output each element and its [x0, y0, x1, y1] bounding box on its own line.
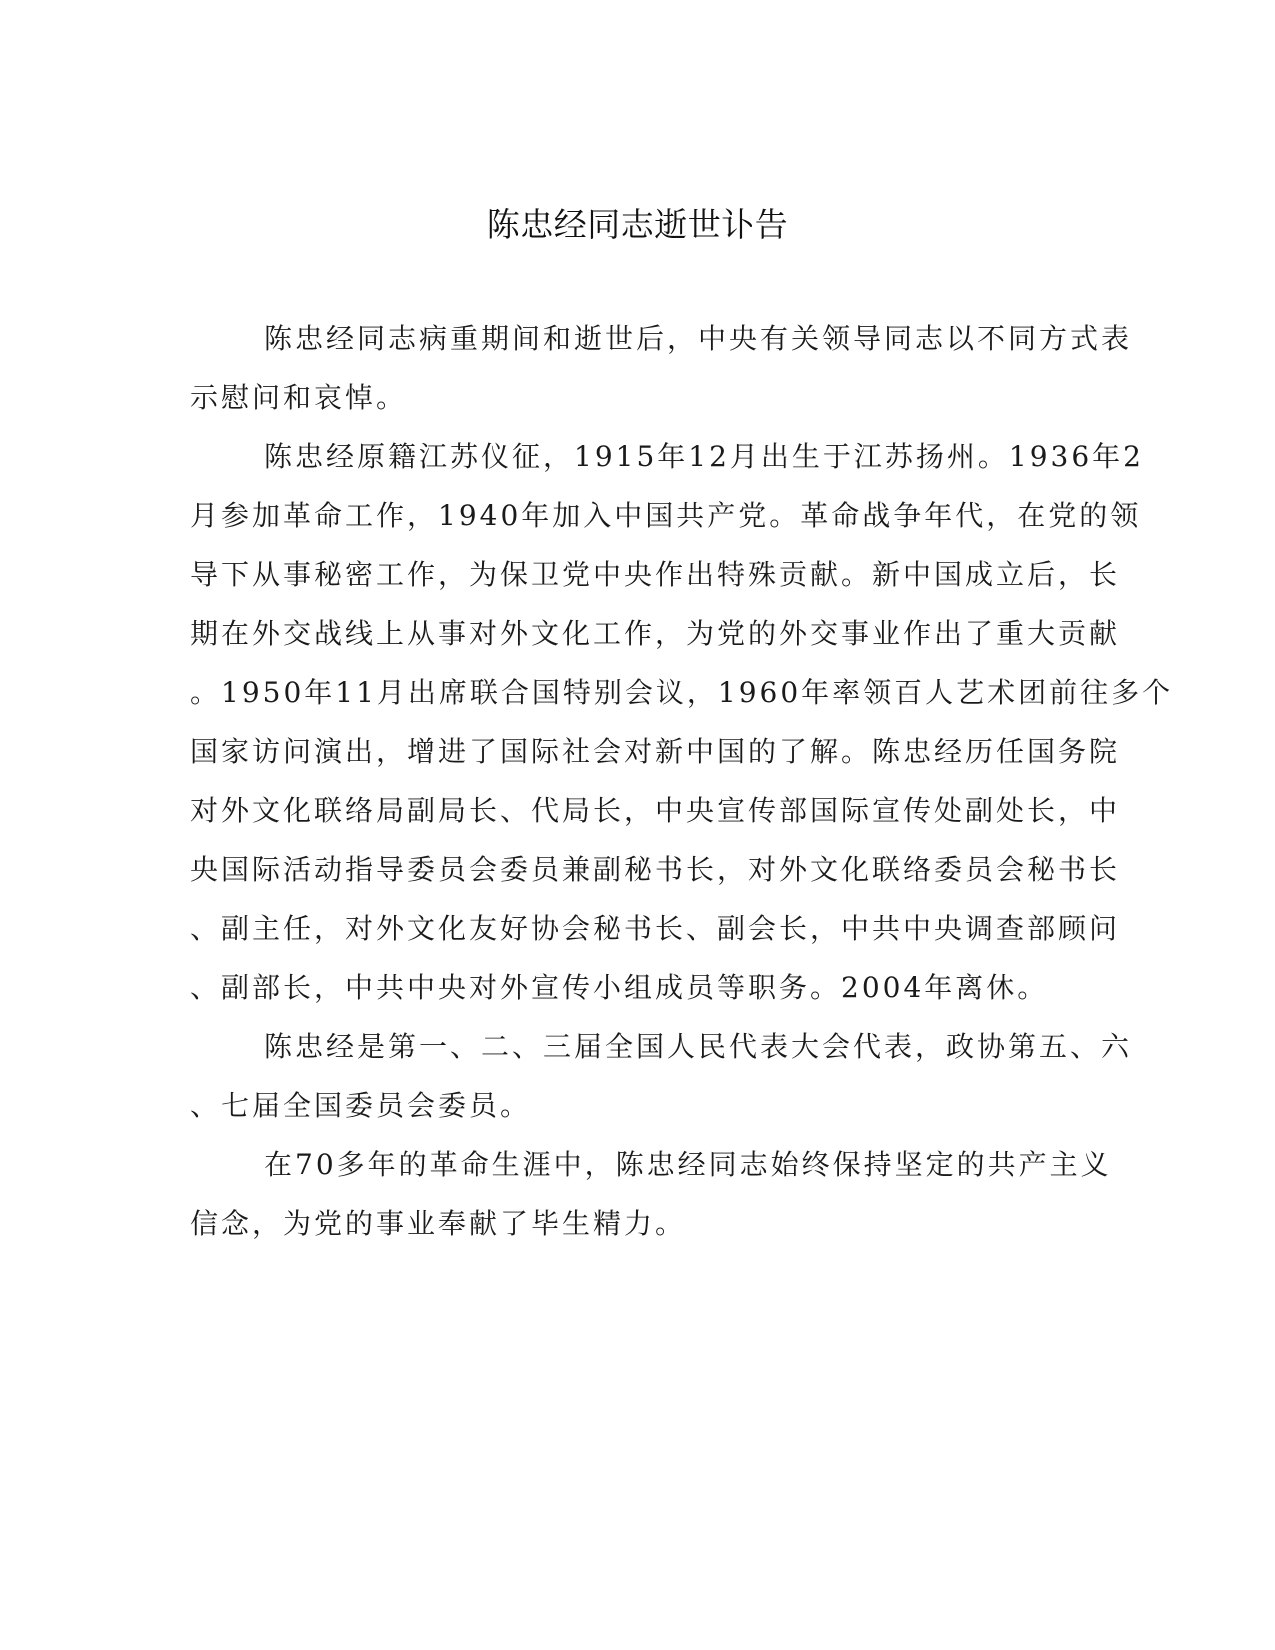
- paragraph-2-line-1: 陈忠经原籍江苏仪征，1915年12月出生于江苏扬州。1936年2: [264, 440, 1144, 473]
- paragraph-2-line-8: 央国际活动指导委员会委员兼副秘书长，对外文化联络委员会秘书长: [190, 853, 1121, 886]
- paragraph-3-line-1: 陈忠经是第一、二、三届全国人民代表大会代表，政协第五、六: [264, 1030, 1133, 1063]
- paragraph-2-line-7: 对外文化联络局副局长、代局长，中央宣传部国际宣传处副处长，中: [190, 794, 1121, 827]
- paragraph-1-line-1: 陈忠经同志病重期间和逝世后，中央有关领导同志以不同方式表: [264, 322, 1133, 355]
- paragraph-2-line-10: 、副部长，中共中央对外宣传小组成员等职务。2004年离休。: [190, 971, 1049, 1004]
- paragraph-4-line-2: 信念，为党的事业奉献了毕生精力。: [190, 1207, 687, 1240]
- paragraph-2-line-6: 国家访问演出，增进了国际社会对新中国的了解。陈忠经历任国务院: [190, 735, 1121, 768]
- paragraph-2-line-4: 期在外交战线上从事对外文化工作，为党的外交事业作出了重大贡献: [190, 617, 1121, 650]
- paragraph-2-line-9: 、副主任，对外文化友好协会秘书长、副会长，中共中央调查部顾问: [190, 912, 1121, 945]
- paragraph-1-line-2: 示慰问和哀悼。: [190, 381, 408, 414]
- document-title: 陈忠经同志逝世讣告: [486, 205, 789, 244]
- paragraph-4-line-1: 在70多年的革命生涯中，陈忠经同志始终保持坚定的共产主义: [264, 1148, 1112, 1181]
- paragraph-2-line-5: 。1950年11月出席联合国特别会议，1960年率领百人艺术团前往多个: [190, 676, 1174, 709]
- paragraph-2-line-2: 月参加革命工作，1940年加入中国共产党。革命战争年代，在党的领: [190, 499, 1142, 532]
- paragraph-2-line-3: 导下从事秘密工作，为保卫党中央作出特殊贡献。新中国成立后，长: [190, 558, 1121, 591]
- paragraph-3-line-2: 、七届全国委员会委员。: [190, 1089, 532, 1122]
